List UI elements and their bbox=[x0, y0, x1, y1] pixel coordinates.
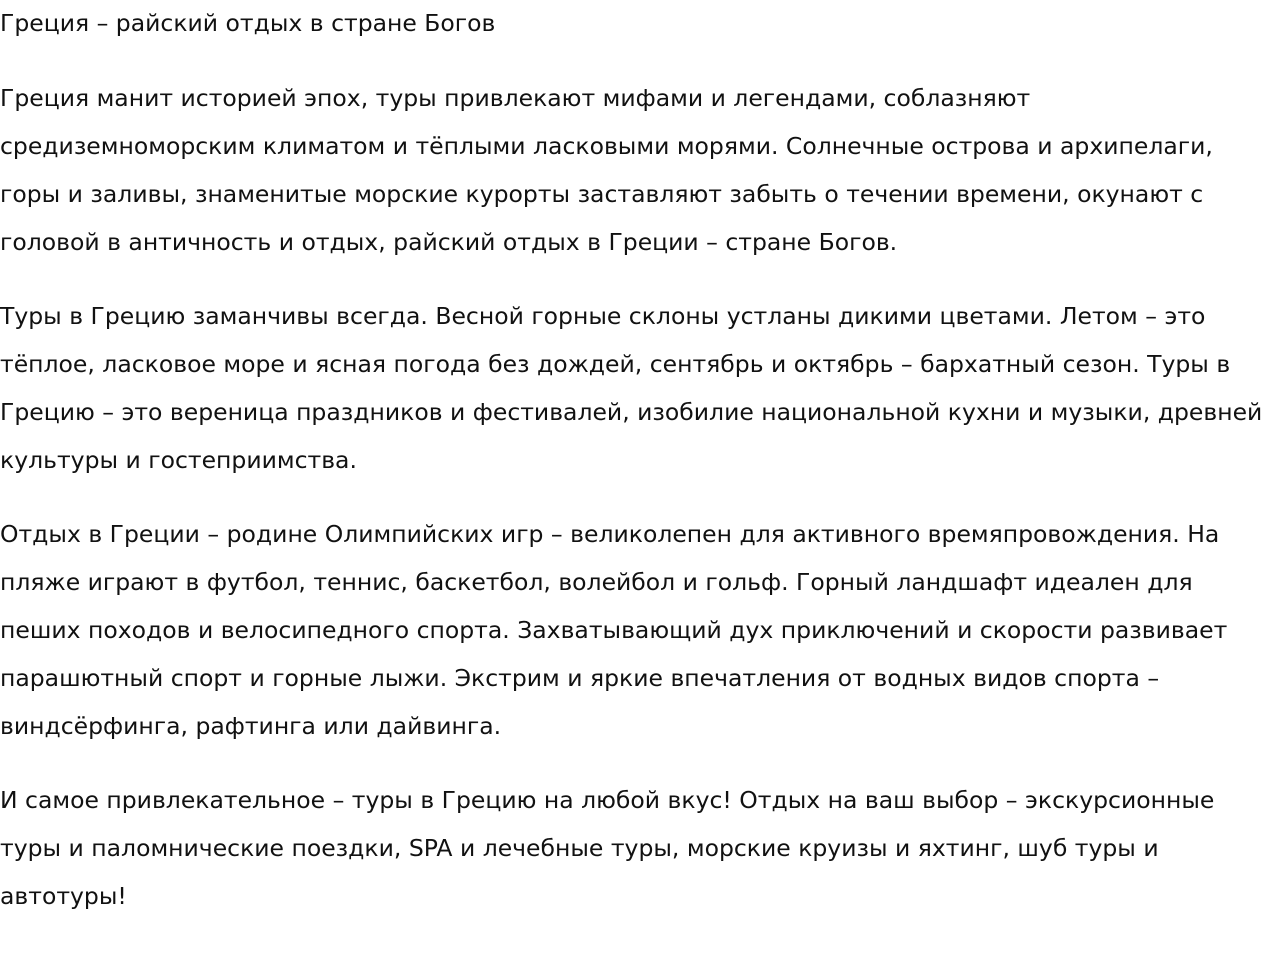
article-paragraph-2: Туры в Грецию заманчивы всегда. Весной горные склоны устланы дикими цветами. Летом – это тёплое, ласковое море и ясная погода без дождей, сентябрь и октябрь – бархатный сезон. Туры в Грецию – это вереница праздников и фестивалей, изобилие национальной кухни и музыки, древней культуры и гостеприимства. bbox=[0, 302, 1263, 474]
article-paragraph-1: Греция манит историей эпох, туры привлекают мифами и легендами, соблазняют средиземноморским климатом и тёплыми ласковыми морями. Солнечные острова и архипелаги, горы и заливы, знаменитые морские курорты заставляют забыть о течении времени, окунают с головой в античность и отдых, райский отдых в Греции – стране Богов. bbox=[0, 84, 1213, 256]
article-title: Греция – райский отдых в стране Богов bbox=[0, 9, 496, 37]
article-paragraph-3: Отдых в Греции – родине Олимпийских игр – великолепен для активного времяпровождения. На пляже играют в футбол, теннис, баскетбол, волейбол и гольф. Горный ландшафт идеален для пеших походов и велосипедного спорта. Захватывающий дух приключений и скорости развивает парашютный спорт и горные лыжи. Экстрим и яркие впечатления от водных видов спорта – виндсёрфинга, рафтинга или дайвинга. bbox=[0, 520, 1228, 740]
article-paragraph-4: И самое привлекательное – туры в Грецию на любой вкус! Отдых на ваш выбор – экскурсионные туры и паломнические поездки, SPA и лечебные туры, морские круизы и яхтинг, шуб туры и автотуры! bbox=[0, 786, 1215, 910]
